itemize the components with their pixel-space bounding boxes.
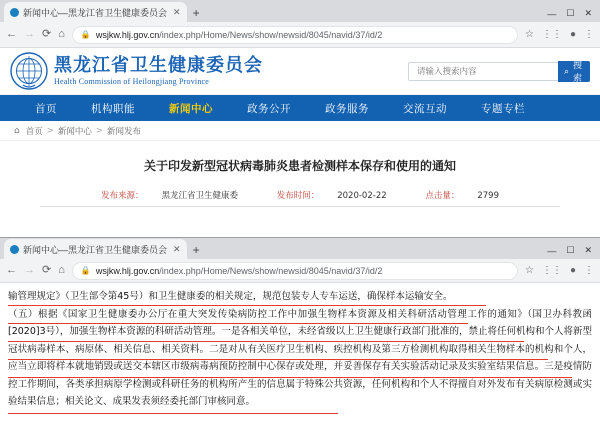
window-controls-bottom xyxy=(547,245,600,259)
primary-nav xyxy=(0,95,600,121)
browser-window-bottom xyxy=(0,237,600,433)
favicon xyxy=(10,245,19,254)
lock-icon: 🔒 xyxy=(80,30,91,39)
browser-tab[interactable] xyxy=(4,2,187,22)
article-body xyxy=(0,283,600,411)
article-paragraph-1: 输管理规定》（卫生部令第45号）和卫生健康委的相关规定，规范包装专人专车运送，确保样本运输安全。 xyxy=(8,291,453,302)
site-title-en: Health Commission of Heilongjiang Province xyxy=(54,76,210,86)
reload-icon[interactable]: ⟳ xyxy=(42,28,52,40)
back-icon[interactable]: ← xyxy=(6,264,17,276)
minimize-icon[interactable]: — xyxy=(547,8,557,19)
close-window-icon[interactable]: ✕ xyxy=(584,8,592,18)
minimize-icon[interactable]: — xyxy=(547,245,557,256)
nav-item-home[interactable]: 首页 xyxy=(35,102,57,115)
annotation-underline xyxy=(8,341,524,342)
search-icon: ⌕ xyxy=(564,65,570,76)
tab-strip-bottom xyxy=(0,238,600,259)
nav-item-services[interactable]: 政务服务 xyxy=(325,102,369,115)
address-bar[interactable] xyxy=(72,26,518,44)
article-views xyxy=(416,191,508,201)
url-host: wsjkw.hlj.gov.cn xyxy=(95,265,160,276)
article-meta xyxy=(40,189,560,201)
article-divider xyxy=(40,206,560,207)
breadcrumb-item-release[interactable]: 新闻发布 xyxy=(107,126,142,137)
maximize-icon[interactable]: ☐ xyxy=(566,8,575,18)
window-controls-top xyxy=(547,8,600,22)
toolbar-right-bottom xyxy=(525,265,594,276)
forward-icon[interactable]: → xyxy=(24,264,35,276)
navigation-bar-top xyxy=(0,22,600,48)
extensions-icon[interactable]: ⋮⋮ xyxy=(541,29,562,40)
breadcrumb xyxy=(0,121,600,141)
article-date xyxy=(268,191,399,201)
url-path: /index.php/Home/News/show/newsid/8045/navid/37/id/2 xyxy=(159,265,383,276)
breadcrumb-item-home[interactable]: 首页 xyxy=(25,126,43,137)
nav-item-news[interactable]: 新闻中心 xyxy=(169,102,213,115)
close-tab-icon[interactable]: ✕ xyxy=(173,243,181,254)
nav-item-interaction[interactable]: 交流互动 xyxy=(403,102,447,115)
bookmark-star-icon[interactable]: ☆ xyxy=(524,29,534,40)
new-tab-icon[interactable]: + xyxy=(192,6,200,20)
favicon xyxy=(10,8,19,17)
site-header xyxy=(0,48,600,95)
reload-icon[interactable]: ⟳ xyxy=(42,264,52,276)
article-source-value: 黑龙江省卫生健康委 xyxy=(161,191,239,201)
article-header xyxy=(0,141,600,207)
article-paragraph-2: （五）根据《国家卫生健康委办公厅在重大突发传染病防控工作中加强生物样本资源及相关科研活动管理工作的通知》（国卫办科教函[2020]3号），加强生物样本资源的科研活动管理。一是各相关单位，未经省级以上卫生健康行政部门批准的，禁止将任何机构和个人将新型冠状病毒样本、病原体、相关信息、相关资料。二是对从有关医疗卫生机构、疾控机构及第三方检测机构取得相关生物样本的机构和个人，应当立即将样本就地销毁或送交本辖区市级病毒病预防控制中心保存或处理，并妥善保存有关实验活动记录及实验室结果信息。三是疫情防控工作期间，各类承担病原学检测或科研任务的机构所产生的信息属于特殊公共资源，任何机构和个人不得擅自对外发布有关病原检测或实验结果信息；相关论文、成果发表须经委托部门审核同意。 xyxy=(8,308,592,407)
site-title xyxy=(54,56,263,87)
breadcrumb-separator: > xyxy=(95,125,103,136)
toolbar-right-top xyxy=(525,29,594,40)
article-source xyxy=(92,191,250,201)
site-search-button-label: 搜索 xyxy=(573,60,583,83)
annotation-underline xyxy=(8,359,548,360)
article-date-value: 2020-02-22 xyxy=(337,191,387,201)
back-icon[interactable]: ← xyxy=(6,28,17,40)
article-date-label: 发布时间： xyxy=(276,191,320,201)
breadcrumb-home-icon[interactable]: ⌂ xyxy=(14,125,20,136)
url-host: wsjkw.hlj.gov.cn xyxy=(95,29,160,40)
article-title: 关于印发新型冠状病毒肺炎患者检测样本保存和使用的通知 xyxy=(143,159,456,173)
tab-title: 新闻中心—黑龙江省卫生健康委员会 xyxy=(23,244,168,255)
article-source-label: 发布来源： xyxy=(100,191,144,201)
maximize-icon[interactable]: ☐ xyxy=(566,245,575,255)
navigation-bar-bottom xyxy=(0,259,600,283)
annotation-underline xyxy=(8,413,338,414)
new-tab-icon[interactable]: + xyxy=(192,243,200,257)
close-tab-icon[interactable]: ✕ xyxy=(173,6,181,17)
home-icon[interactable]: ⌂ xyxy=(58,28,65,40)
annotation-underline xyxy=(8,305,486,306)
nav-item-topics[interactable]: 专题专栏 xyxy=(481,102,525,115)
nav-item-functions[interactable]: 机构职能 xyxy=(91,102,135,115)
annotation-underline xyxy=(8,377,572,378)
lock-icon: 🔒 xyxy=(80,266,91,275)
bookmark-star-icon[interactable]: ☆ xyxy=(524,265,534,276)
nav-item-disclosure[interactable]: 政务公开 xyxy=(247,102,291,115)
article-views-label: 点击量： xyxy=(425,191,460,201)
browser-menu-icon[interactable]: ⋮ xyxy=(584,265,594,276)
profile-avatar[interactable]: ● xyxy=(569,29,576,40)
close-window-icon[interactable]: ✕ xyxy=(584,245,592,255)
extensions-icon[interactable]: ⋮⋮ xyxy=(541,265,562,276)
article-views-value: 2799 xyxy=(477,191,499,201)
address-bar[interactable] xyxy=(72,262,518,280)
profile-avatar[interactable]: ● xyxy=(569,265,576,276)
forward-icon[interactable]: → xyxy=(24,28,35,40)
annotation-underline xyxy=(8,323,468,324)
site-title-cn: 黑龙江省卫生健康委员会 xyxy=(54,54,263,76)
breadcrumb-item-news[interactable]: 新闻中心 xyxy=(57,126,92,137)
browser-tab[interactable] xyxy=(4,239,187,259)
site-search-input[interactable] xyxy=(408,62,558,81)
home-icon[interactable]: ⌂ xyxy=(58,264,65,276)
browser-menu-icon[interactable]: ⋮ xyxy=(584,29,594,40)
tab-title: 新闻中心—黑龙江省卫生健康委员会 xyxy=(23,7,168,18)
site-search xyxy=(408,61,590,82)
site-search-button[interactable] xyxy=(558,61,590,82)
who-emblem-icon xyxy=(10,52,48,90)
url-path: /index.php/Home/News/show/newsid/8045/navid/37/id/2 xyxy=(159,29,383,40)
tab-strip-top xyxy=(0,0,600,22)
breadcrumb-separator: > xyxy=(46,125,54,136)
